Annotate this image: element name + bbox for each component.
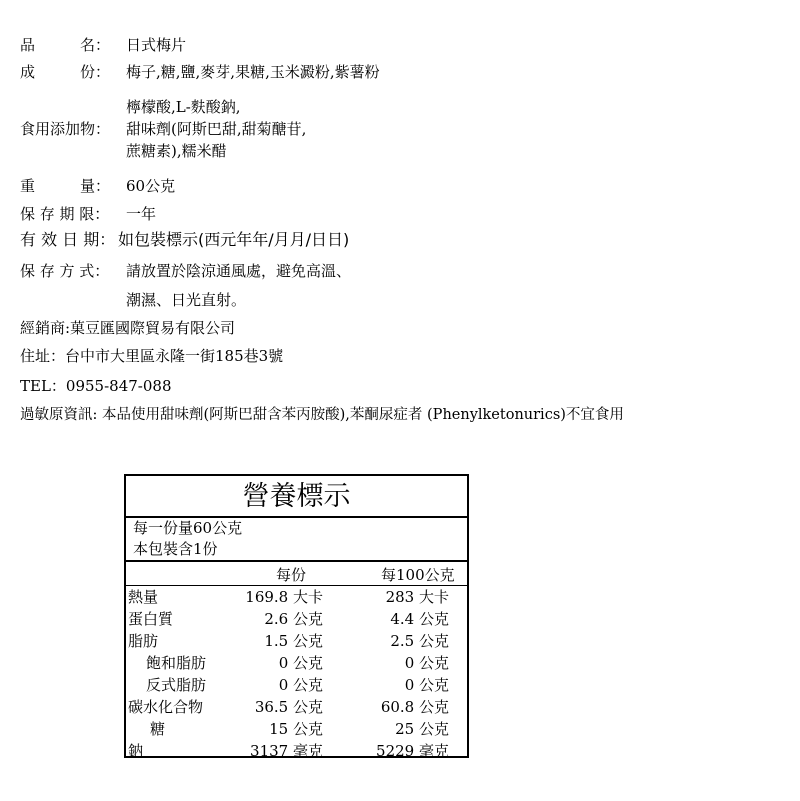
- shelf-value: 一年: [126, 205, 157, 223]
- storage-value-2: 潮濕、日光直射。: [126, 291, 247, 309]
- nutrient-name: 反式脂肪: [146, 676, 207, 694]
- nutrient-per-100g: 2.5 公克: [390, 632, 449, 650]
- weight-value: 60公克: [126, 177, 176, 195]
- product-name: 日式梅片: [126, 36, 187, 54]
- nutrition-title: 營養標示: [126, 476, 467, 518]
- distributor-line: [20, 318, 235, 338]
- tel-line: [20, 376, 172, 396]
- nutrient-row-calories: [126, 586, 467, 608]
- shelf-label: 保 存 期 限：: [20, 205, 110, 223]
- serving-size: 每一份量60公克: [133, 519, 243, 537]
- nutrient-per-serving: 0 公克: [278, 654, 323, 672]
- nutrient-row-carbohydrate: [126, 696, 467, 718]
- col-per-serving: 每份: [276, 566, 307, 584]
- name-label: 品 名：: [20, 36, 111, 54]
- nutrient-row-sodium: [126, 740, 467, 762]
- nutrient-name: 蛋白質: [128, 610, 174, 628]
- nutrient-per-100g: 60.8 公克: [380, 698, 449, 716]
- weight-label: 重 量：: [20, 177, 111, 195]
- nutrient-row-fat: [126, 630, 467, 652]
- additives-value-1: 檸檬酸,L-麩酸鈉,: [126, 98, 241, 116]
- storage-label: 保 存 方 式：: [20, 262, 110, 280]
- additives-value-3: 蔗糖素),糯米醋: [126, 142, 227, 160]
- nutrient-per-serving: 1.5 公克: [264, 632, 323, 650]
- telephone: TEL：0955-847-088: [20, 377, 172, 395]
- allergy-line: [20, 405, 624, 425]
- nutrient-row-protein: [126, 608, 467, 630]
- nutrient-per-100g: 0 公克: [404, 676, 449, 694]
- nutrient-name: 碳水化合物: [128, 698, 204, 716]
- nutrient-per-serving: 2.6 公克: [264, 610, 323, 628]
- nutrient-per-100g: 283 大卡: [385, 588, 449, 606]
- nutrient-per-100g: 25 公克: [395, 720, 449, 738]
- serving-info: [126, 518, 467, 562]
- ingredients-label: 成 份：: [20, 63, 111, 81]
- nutrient-per-100g: 5229 毫克: [376, 742, 449, 760]
- nutrient-name: 糖: [150, 720, 166, 738]
- nutrient-per-100g: 4.4 公克: [390, 610, 449, 628]
- nutrient-per-100g: 0 公克: [404, 654, 449, 672]
- nutrient-per-serving: 15 公克: [269, 720, 323, 738]
- distributor: 經銷商:菓豆匯國際貿易有限公司: [20, 319, 236, 337]
- allergen-info: 過敏原資訊: 本品使用甜味劑(阿斯巴甜含苯丙胺酸),苯酮尿症者 (Phenylketonurics)不宜食用: [20, 407, 624, 423]
- col-per-100g: 每100公克: [381, 566, 455, 584]
- nutrient-name: 熱量: [128, 588, 159, 606]
- nutrient-name: 鈉: [128, 742, 144, 760]
- additives-label: 食用添加物：: [20, 120, 111, 138]
- nutrient-name: 飽和脂肪: [146, 654, 207, 672]
- servings-per-package: 本包裝含1份: [133, 540, 218, 558]
- nutrient-per-serving: 169.8 大卡: [245, 588, 323, 606]
- nutrient-name: 脂肪: [128, 632, 159, 650]
- storage-value-1: 請放置於陰涼通風處，避免高溫、: [126, 262, 352, 280]
- nutrient-row-trans-fat: [126, 674, 467, 696]
- address-line: [20, 346, 283, 366]
- additives-value-2: 甜味劑(阿斯巴甜,甜菊醣苷,: [126, 120, 307, 138]
- nutrition-rows: [126, 586, 467, 762]
- ingredients-value: 梅子,糖,鹽,麥芽,果糖,玉米澱粉,紫薯粉: [126, 63, 380, 81]
- nutrition-panel: [124, 474, 469, 758]
- nutrient-row-sugar: [126, 718, 467, 740]
- nutrition-column-header: [126, 562, 467, 586]
- nutrient-row-saturated-fat: [126, 652, 467, 674]
- address: 住址：台中市大里區永隆一街185巷3號: [20, 347, 284, 365]
- expiry-label: 有 效 日 期：: [20, 230, 116, 249]
- nutrient-per-serving: 3137 毫克: [250, 742, 323, 760]
- nutrient-per-serving: 36.5 公克: [254, 698, 323, 716]
- nutrient-per-serving: 0 公克: [278, 676, 323, 694]
- expiry-value: 如包裝標示(西元年年/月月/日日): [118, 230, 350, 249]
